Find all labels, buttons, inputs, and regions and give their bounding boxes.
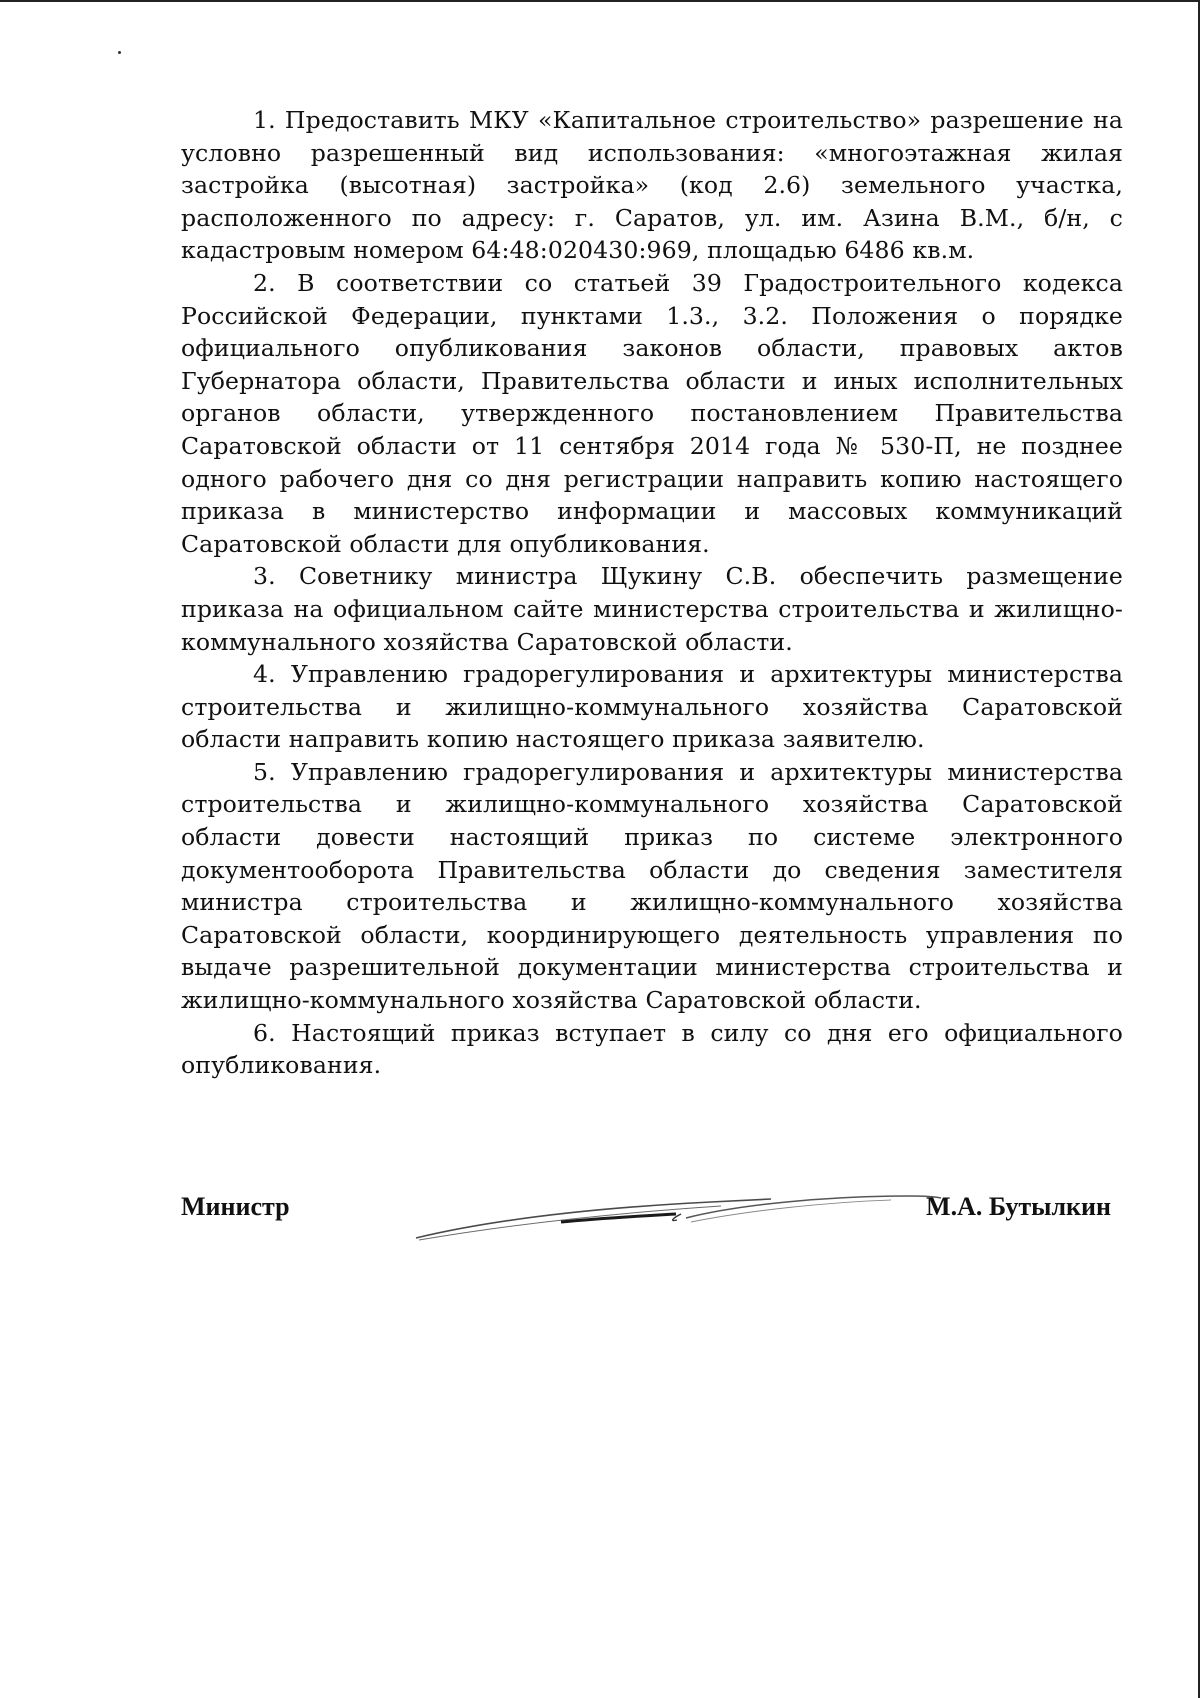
paragraph-3: 3. Советнику министра Щукину С.В. обеспечить размещение приказа на официальном сайте министерства строительства и жилищно-коммунального хозяйства Саратовской области. [181,562,1123,656]
signatory-title: Министр [181,1192,290,1221]
handwritten-signature [411,1180,951,1250]
paragraph-5: 5. Управлению градорегулирования и архитектуры министерства строительства и жилищно-коммунального хозяйства Саратовской области довести настоящий приказ по системе электронного документооборота Правительства области до сведения заместителя министра строительства и жилищно-коммунального хозяйства Саратовской области, координирующего деятельность управления по выдаче разрешительной документации министерства строительства и жилищно-коммунального хозяйства Саратовской области. [181,757,1123,1015]
signature-block [181,1180,1111,1260]
document-body [181,104,1123,1082]
scan-border-top [0,0,1200,2]
paragraph-1: 1. Предоставить МКУ «Капитальное строительство» разрешение на условно разрешенный вид использования: «многоэтажная жилая застройка (высотная) застройка» (код 2.6) земельного участка, расположенного по адресу: г. Саратов, ул. им. Азина В.М., б/н, с кадастровым номером 64:48:020430:969, площадью 6486 кв.м. [181,106,1123,265]
paragraph-6: 6. Настоящий приказ вступает в силу со дня его официального опубликования. [181,1018,1123,1080]
paragraph-2: 2. В соответствии со статьей 39 Градостроительного кодекса Российской Федерации, пунктами 1.3., 3.2. Положения о порядке официального опубликования законов области, правовых актов Губернатора области, Правительства области и иных исполнительных органов области, утвержденного постановлением Правительства Саратовской области от 11 сентября 2014 года № 530-П, не позднее одного рабочего дня со дня регистрации направить копию настоящего приказа в министерство информации и массовых коммуникаций Саратовской области для опубликования. [181,268,1123,558]
paragraph-4: 4. Управлению градорегулирования и архитектуры министерства строительства и жилищно-коммунального хозяйства Саратовской области направить копию настоящего приказа заявителю. [181,660,1123,754]
scan-speck [118,51,121,54]
signatory-name: М.А. Бутылкин [926,1192,1111,1221]
